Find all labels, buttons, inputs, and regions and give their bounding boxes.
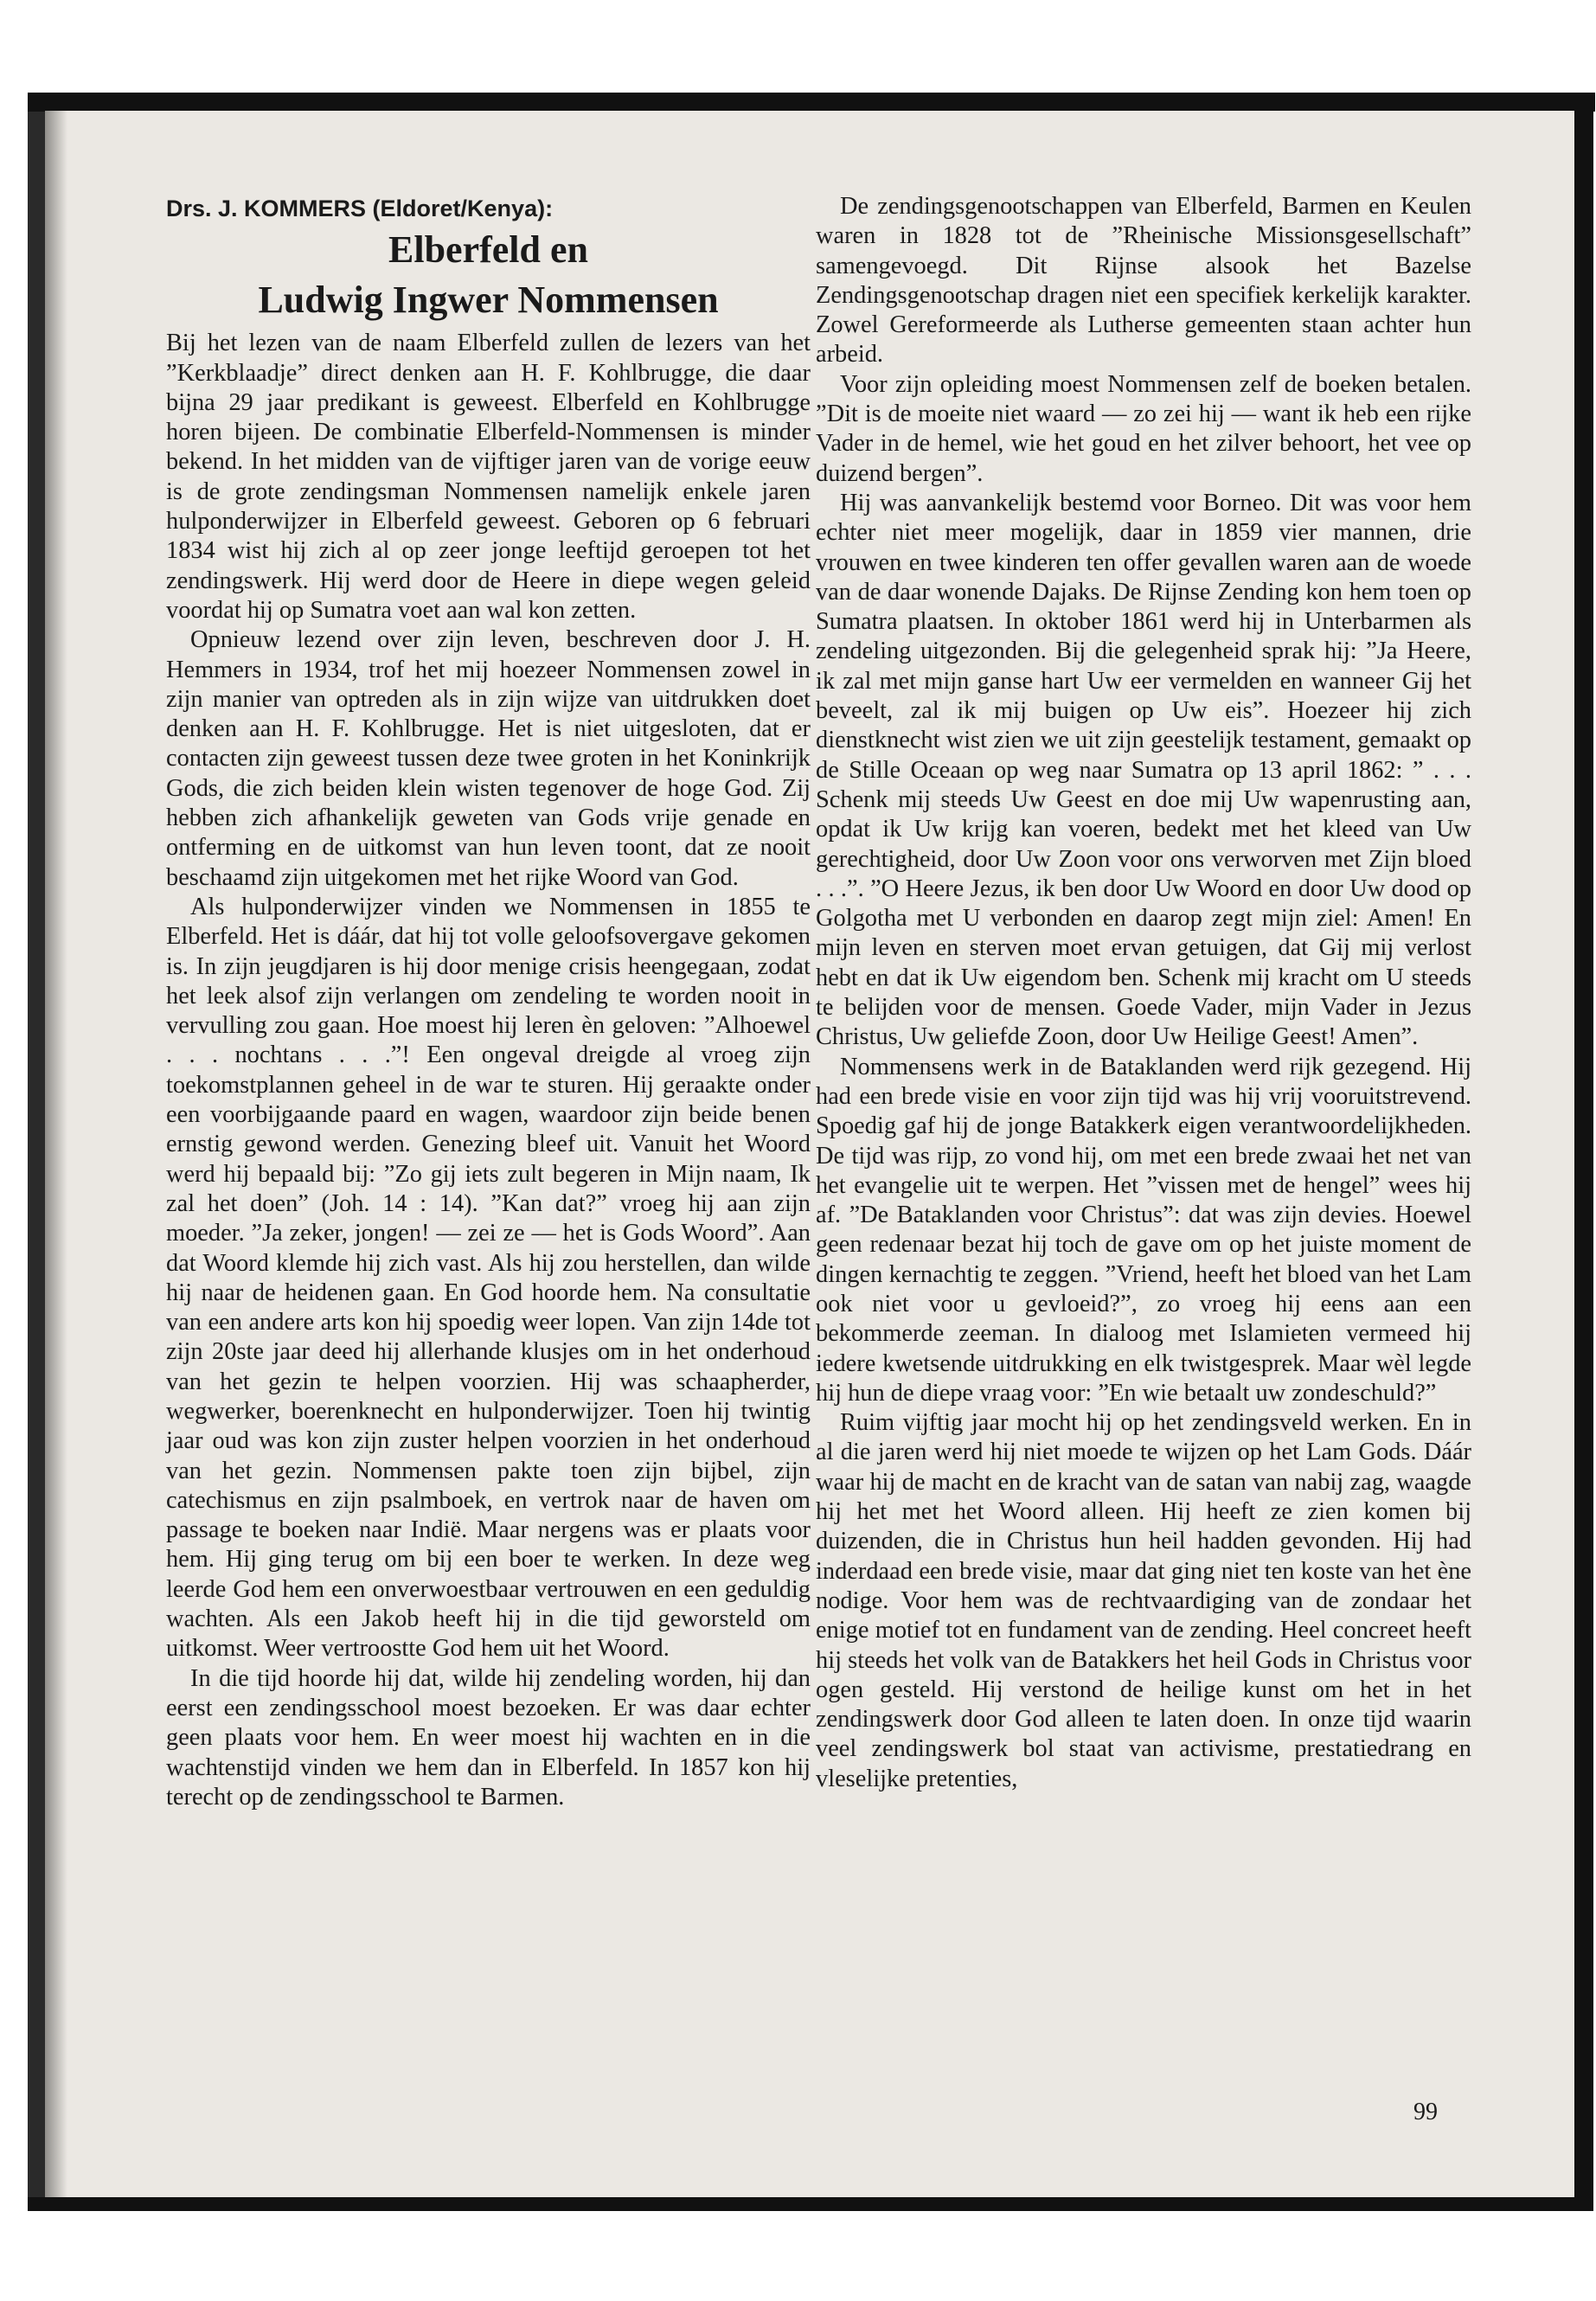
left-column xyxy=(166,194,811,1812)
page-gutter-shadow xyxy=(45,111,67,2197)
right-column xyxy=(816,192,1471,1794)
scan-border-bottom xyxy=(28,2197,1593,2211)
scan-frame xyxy=(10,0,1596,2301)
paragraph: Hij was aanvankelijk bestemd voor Borneo. Dit was voor hem echter niet meer mogelijk, daar in 1859 vier mannen, drie vrouwen en twee kinderen ten offer gevallen waren aan de woede van de daar wonende Dajaks. De Rijnse Zending kon hem toen op Sumatra plaatsen. In oktober 1861 werd hij in Unterbarmen als zendeling uitgezonden. Bij die gelegenheid sprak hij: ”Ja Heere, ik zal met mijn ganse hart Uw eer vermelden en wanneer Gij het beveelt, zal ik mij buigen op Uw eis”. Hoezeer hij zich dienstknecht wist zien we uit zijn geestelijk testament, gemaakt op de Stille Oceaan op weg naar Sumatra op 13 april 1862: ” . . . Schenk mij steeds Uw Geest en doe mij Uw wapenrusting aan, opdat ik Uw krijg kan voeren, bedekt met het kleed van Uw gerechtigheid, door Uw Zoon voor ons verworven met Zijn bloed . . .”. ”O Heere Jezus, ik ben door Uw Woord en door Uw dood op Golgotha met U verbonden en daarop zegt mijn ziel: Amen! En mijn leven en sterven moet ervan getuigen, dat Gij mij verlost hebt en dat ik Uw eigendom ben. Schenk mij kracht om U steeds te belijden voor de mensen. Goede Vader, mijn Vader in Jezus Christus, Uw geliefde Zoon, door Uw Heilige Geest! Amen”. xyxy=(816,489,1471,1051)
paragraph: Voor zijn opleiding moest Nommensen zelf de boeken betalen. ”Dit is de moeite niet waard — zo zei hij — want ik heb een rijke Vader in de hemel, wie het goud en het zilver behoort, het vee op duizend bergen”. xyxy=(816,370,1471,487)
scan-border-right xyxy=(1574,93,1593,2208)
page-number: 99 xyxy=(1413,2099,1438,2125)
paragraph: In die tijd hoorde hij dat, wilde hij zendeling worden, hij dan eerst een zendingsschool moest bezoeken. Er was daar echter geen plaats voor hem. En weer moest hij wachten en in die wachtenstijd vinden we hem dan in Elberfeld. In 1857 kon hij terecht op de zendingsschool te Barmen. xyxy=(166,1664,811,1811)
paragraph: Als hulponderwijzer vinden we Nommensen in 1855 te Elberfeld. Het is dáár, dat hij tot volle geloofsovergave gekomen is. In zijn jeugdjaren is hij door menige crisis heengegaan, zodat het leek alsof zijn verlangen om zendeling te worden nooit in vervulling zou gaan. Hoe moest hij leren èn geloven: ”Alhoewel . . . nochtans . . .”! Een ongeval dreigde al vroeg zijn toekomstplannen geheel in de war te sturen. Hij geraakte onder een voorbijgaande paard en wagen, waardoor zijn beide benen ernstig gewond werden. Genezing bleef uit. Vanuit het Woord werd hij bepaald bij: ”Zo gij iets zult begeren in Mijn naam, Ik zal het doen” (Joh. 14 : 14). ”Kan dat?” vroeg hij aan zijn moeder. ”Ja zeker, jongen! — zei ze — het is Gods Woord”. Aan dat Woord klemde hij zich vast. Als hij zou herstellen, dan wilde hij naar de heidenen gaan. En God hoorde hem. Na consultatie van een andere arts kon hij spoedig weer lopen. Van zijn 14de tot zijn 20ste jaar deed hij allerhande klusjes om in het onderhoud van het gezin te helpen voorzien. Hij was schaapherder, wegwerker, boerenknecht en hulponderwijzer. Toen hij twintig jaar oud was kon zijn zuster helpen voorzien in het onderhoud van het gezin. Nommensen pakte toen zijn bijbel, zijn catechismus en zijn psalmboek, en vertrok naar de haven om passage te boeken naar Indië. Maar nergens was er plaats voor hem. Hij ging terug om bij een boer te werken. In deze weg leerde God hem een onverwoestbaar vertrouwen en een geduldig wachten. Als een Jakob heeft hij in die tijd geworsteld om uitkomst. Weer vertroostte God hem uit het Woord. xyxy=(166,893,811,1663)
scan-border-left xyxy=(28,99,45,2210)
paragraph: Ruim vijftig jaar mocht hij op het zendingsveld werken. En in al die jaren werd hij niet moede te wijzen op het Lam Gods. Dáár waar hij de macht en de kracht van de satan van nabij zag, waagde hij het met het Woord alleen. Hij heeft ze zien komen bij duizenden, die in Christus hun heil hadden gevonden. Hij had inderdaad een brede visie, maar dat ging niet ten koste van het ène nodige. Voor hem was de rechtvaardiging van de zondaar het enige motief tot en fundament van de zending. Heel concreet heeft hij steeds het volk van de Batakkers het heil Gods in Christus voor ogen gesteld. Hij verstond de heilige kunst om het in het zendingswerk door God alleen te laten doen. In onze tijd waarin veel zendingswerk bol staat van activisme, prestatiedrang en vleselijke pretenties, xyxy=(816,1409,1471,1792)
paragraph: Opnieuw lezend over zijn leven, beschreven door J. H. Hemmers in 1934, trof het mij hoezeer Nommensen zowel in zijn manier van optreden als in zijn wijze van uitdrukken doet denken aan H. F. Kohlbrugge. Het is niet uitgesloten, dat er contacten zijn geweest tussen deze twee groten in het Koninkrijk Gods, die zich beiden klein wisten tegenover de hoge God. Zij hebben zich afhankelijk geweten van Gods vrije genade en ontferming en de uitkomst van hun leven toont, dat ze nooit beschaamd zijn uitgekomen met het rijke Woord van God. xyxy=(166,626,811,891)
paragraph: Nommensens werk in de Bataklanden werd rijk gezegend. Hij had een brede visie en voor zijn tijd was hij vrij vooruitstrevend. Spoedig gaf hij de jonge Batakkerk eigen verantwoordelijkheden. De tijd was rijp, zo vond hij, om met een brede zwaai het net van het evangelie uit te werpen. Het ”vissen met de hengel” wees hij af. ”De Bataklanden voor Christus”: dat was zijn devies. Hoewel geen redenaar bezat hij toch de gave om op het juiste moment de dingen kernachtig te zeggen. ”Vriend, heeft het bloed van het Lam ook niet voor u gevloeid?”, zo vroeg hij eens aan een bekommerde zeeman. In dialoog met Islamieten vermeed hij iedere kwetsende uitdrukking en elk twistgesprek. Maar wèl legde hij hun de diepe vraag voor: ”En wie betaalt uw zondeschuld?” xyxy=(816,1053,1471,1407)
paragraph: De zendingsgenootschappen van Elberfeld, Barmen en Keulen waren in 1828 tot de ”Rheinische Missionsgesellschaft” samengevoegd. Dit Rijnse alsook het Bazelse Zendingsgenootschap dragen niet een specifiek kerkelijk karakter. Zowel Gereformeerde als Lutherse gemeenten staan achter hun arbeid. xyxy=(816,193,1471,369)
scan-border-top xyxy=(28,93,1595,112)
title-line-2: Ludwig Ingwer Nommensen xyxy=(258,279,719,322)
paragraph: Bij het lezen van de naam Elberfeld zullen de lezers van het ”Kerkblaadje” direct denken aan H. F. Kohlbrugge, die daar bijna 29 jaar predikant is geweest. Elberfeld en Kohlbrugge horen bijeen. De combinatie Elberfeld-Nommensen is minder bekend. In het midden van de vijftiger jaren van de vorige eeuw is de grote zendingsman Nommensen namelijk enkele jaren hulponderwijzer in Elberfeld geweest. Geboren op 6 februari 1834 wist hij zich al op zeer jonge leeftijd geroepen tot het zendingswerk. Hij werd door de Heere in diepe wegen geleid voordat hij op Sumatra voet aan wal kon zetten. xyxy=(166,330,811,624)
page xyxy=(45,111,1574,2197)
author-byline: Drs. J. KOMMERS (Eldoret/Kenya): xyxy=(166,195,554,221)
title-line-1: Elberfeld en xyxy=(388,228,588,272)
article-title xyxy=(166,225,811,325)
